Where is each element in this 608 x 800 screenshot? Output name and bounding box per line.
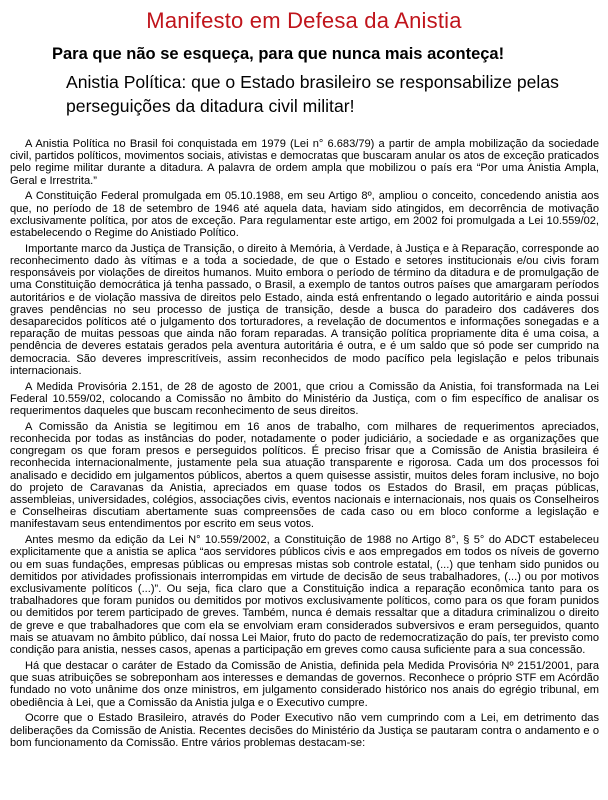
paragraph-1: A Anistia Política no Brasil foi conquistada em 1979 (Lei n° 6.683/79) a partir de ampla mobilização da sociedade civil, partidos políticos, movimentos sociais, ativistas e democratas que buscaram anular os atos de exceção praticados pelo regime militar durante a ditadura. A palavra de ordem ampla que mobilizou o país era “Por uma Anistia Ampla, Geral e Irrestrita.”	[10, 138, 599, 187]
page-title: Manifesto em Defesa da Anistia	[146, 8, 462, 33]
paragraph-2: A Constituição Federal promulgada em 05.10.1988, em seu Artigo 8º, ampliou o conceito, concedendo anistia aos que, no período de 18 de setembro de 1946 até aquela data, haviam sido atingidos, em decorrência de motivação exclusivamente política, por atos de exceção. Para regulamentar este artigo, em 2002 foi promulgada a Lei 10.559/02, estabelecendo o Regime do Anistiado Político.	[10, 190, 599, 240]
paragraph-5: A Comissão da Anistia se legitimou em 16 anos de trabalho, com milhares de requerimentos apreciados, reconhecida por todas as instâncias do poder, notadamente o poder judiciário, a sociedade e as organizações que congregam os que foram presos e perseguidos políticos. É preciso frisar que a Comissão de Anistia brasileira é reconhecida internacionalmente, justamente pela sua atuação transparente e rigorosa. Cada um dos processos foi analisado e decidido em julgamentos públicos, abertos a quem quisesse assistir, muitos deles foram inclusive, no bojo do projeto de Caravanas da Anistia, apreciados em quase todos os Estados do Brasil, em praças públicas, assembleias, universidades, colégios, associações civis, eventos nacionais e internacionais, nos quais os Conselheiros e Conselheiras discutiam abertamente suas compreensões de cada caso ou em bloco conforme a legislação e manifestavam seus entendimentos por escrito em seus votos.	[10, 420, 599, 531]
paragraph-6: Antes mesmo da edição da Lei N° 10.559/2002, a Constituição de 1988 no Artigo 8°, § 5° do ADCT estabeleceu explicitamente que a anistia se aplica “aos servidores públicos civis e aos empregados em todos os níveis de governo ou em suas fundações, empresas públicas ou empresas mistas sob controle estatal, (...) que tenham sido punidos ou demitidos por atividades profissionais interrompidas em virtude de decisão de seus trabalhadores, (...) ou por motivos exclusivamente políticos (...)”. Ou seja, fica claro que a Constituição indica a reparação econômica tanto para os trabalhadores que foram punidos ou demitidos por motivos exclusivamente políticos, como para os que foram punidos ou demitidos por terem participado de greves. Também, nunca é demais ressaltar que a ditadura criminalizou o direito de greve e que trabalhadores que com ela se envolviam eram considerados subversivos e eram perseguidos, quanto mais se atuavam no âmbito público, daí nossa Lei Maior, fruto do pacto de redemocratização do país, ter previsto como condição para anistia, nesses casos, apenas a participação em greves como causa suficiente para a sua concessão.	[10, 534, 599, 657]
subtitle-regular: Anistia Política: que o Estado brasileiro se responsabilize pelas perseguições da ditadura civil militar!	[66, 72, 559, 116]
paragraph-8: Ocorre que o Estado Brasileiro, através do Poder Executivo não vem cumprindo com a Lei, em detrimento das deliberações da Comissão de Anistia. Recentes decisões do Ministério da Justiça se pautaram contra o andamento e o bom funcionamento da Comissão. Entre vários problemas destacam-se:	[10, 712, 599, 749]
paragraph-3: Importante marco da Justiça de Transição, o direito à Memória, à Verdade, à Justiça e à Reparação, corresponde ao reconhecimento dado às vítimas e a toda a sociedade, de que o Estado e setores institucionais e/ou civis foram responsáveis por violações de direitos humanos. Muito embora o período de término da ditadura e de promulgação de uma Constituição democrática já tenha passado, o Brasil, a exemplo de tantos outros países que amargaram períodos autoritários e de violação massiva de direitos pelo Estado, ainda está enfrentando o legado autoritário e ainda possui graves pendências no seu processo de justiça de transição, desde a busca do paradeiro dos cadáveres dos desaparecidos políticos até o julgamento dos torturadores, a revelação de documentos e informações sonegadas e a reparação de muitas pessoas que ainda não foram reparadas. A transição política propriamente dita é uma coisa, a pendência de deveres estatais gerados pela aventura autoritária é outra, e é um saldo que só pode ser cumprido na democracia. São deveres imprescritíveis, assim reconhecidos de modo pacífico pela legislação e pelos tribunais internacionais.	[10, 242, 599, 377]
manifesto-body	[10, 138, 599, 753]
paragraph-4: A Medida Provisória 2.151, de 28 de agosto de 2001, que criou a Comissão da Anistia, foi transformada na Lei Federal 10.559/02, colocando a Comissão no âmbito do Ministério da Justiça, com o fim específico de analisar os requerimentos daqueles que buscam reconhecimento de seus direitos.	[10, 380, 599, 418]
paragraph-7: Há que destacar o caráter de Estado da Comissão de Anistia, definida pela Medida Provisória Nº 2151/2001, para que suas atribuições se sobreponham aos interesses e demandas de governos. Reconhece o próprio STF em Acórdão fundado no voto unânime dos onze ministros, em julgamento considerado histórico nos anais do egrégio tribunal, em obediência à Lei, que a Comissão da Anistia julga e o Executivo cumpre.	[10, 659, 599, 709]
subtitle-bold: Para que não se esqueça, para que nunca mais aconteça!	[52, 45, 505, 63]
